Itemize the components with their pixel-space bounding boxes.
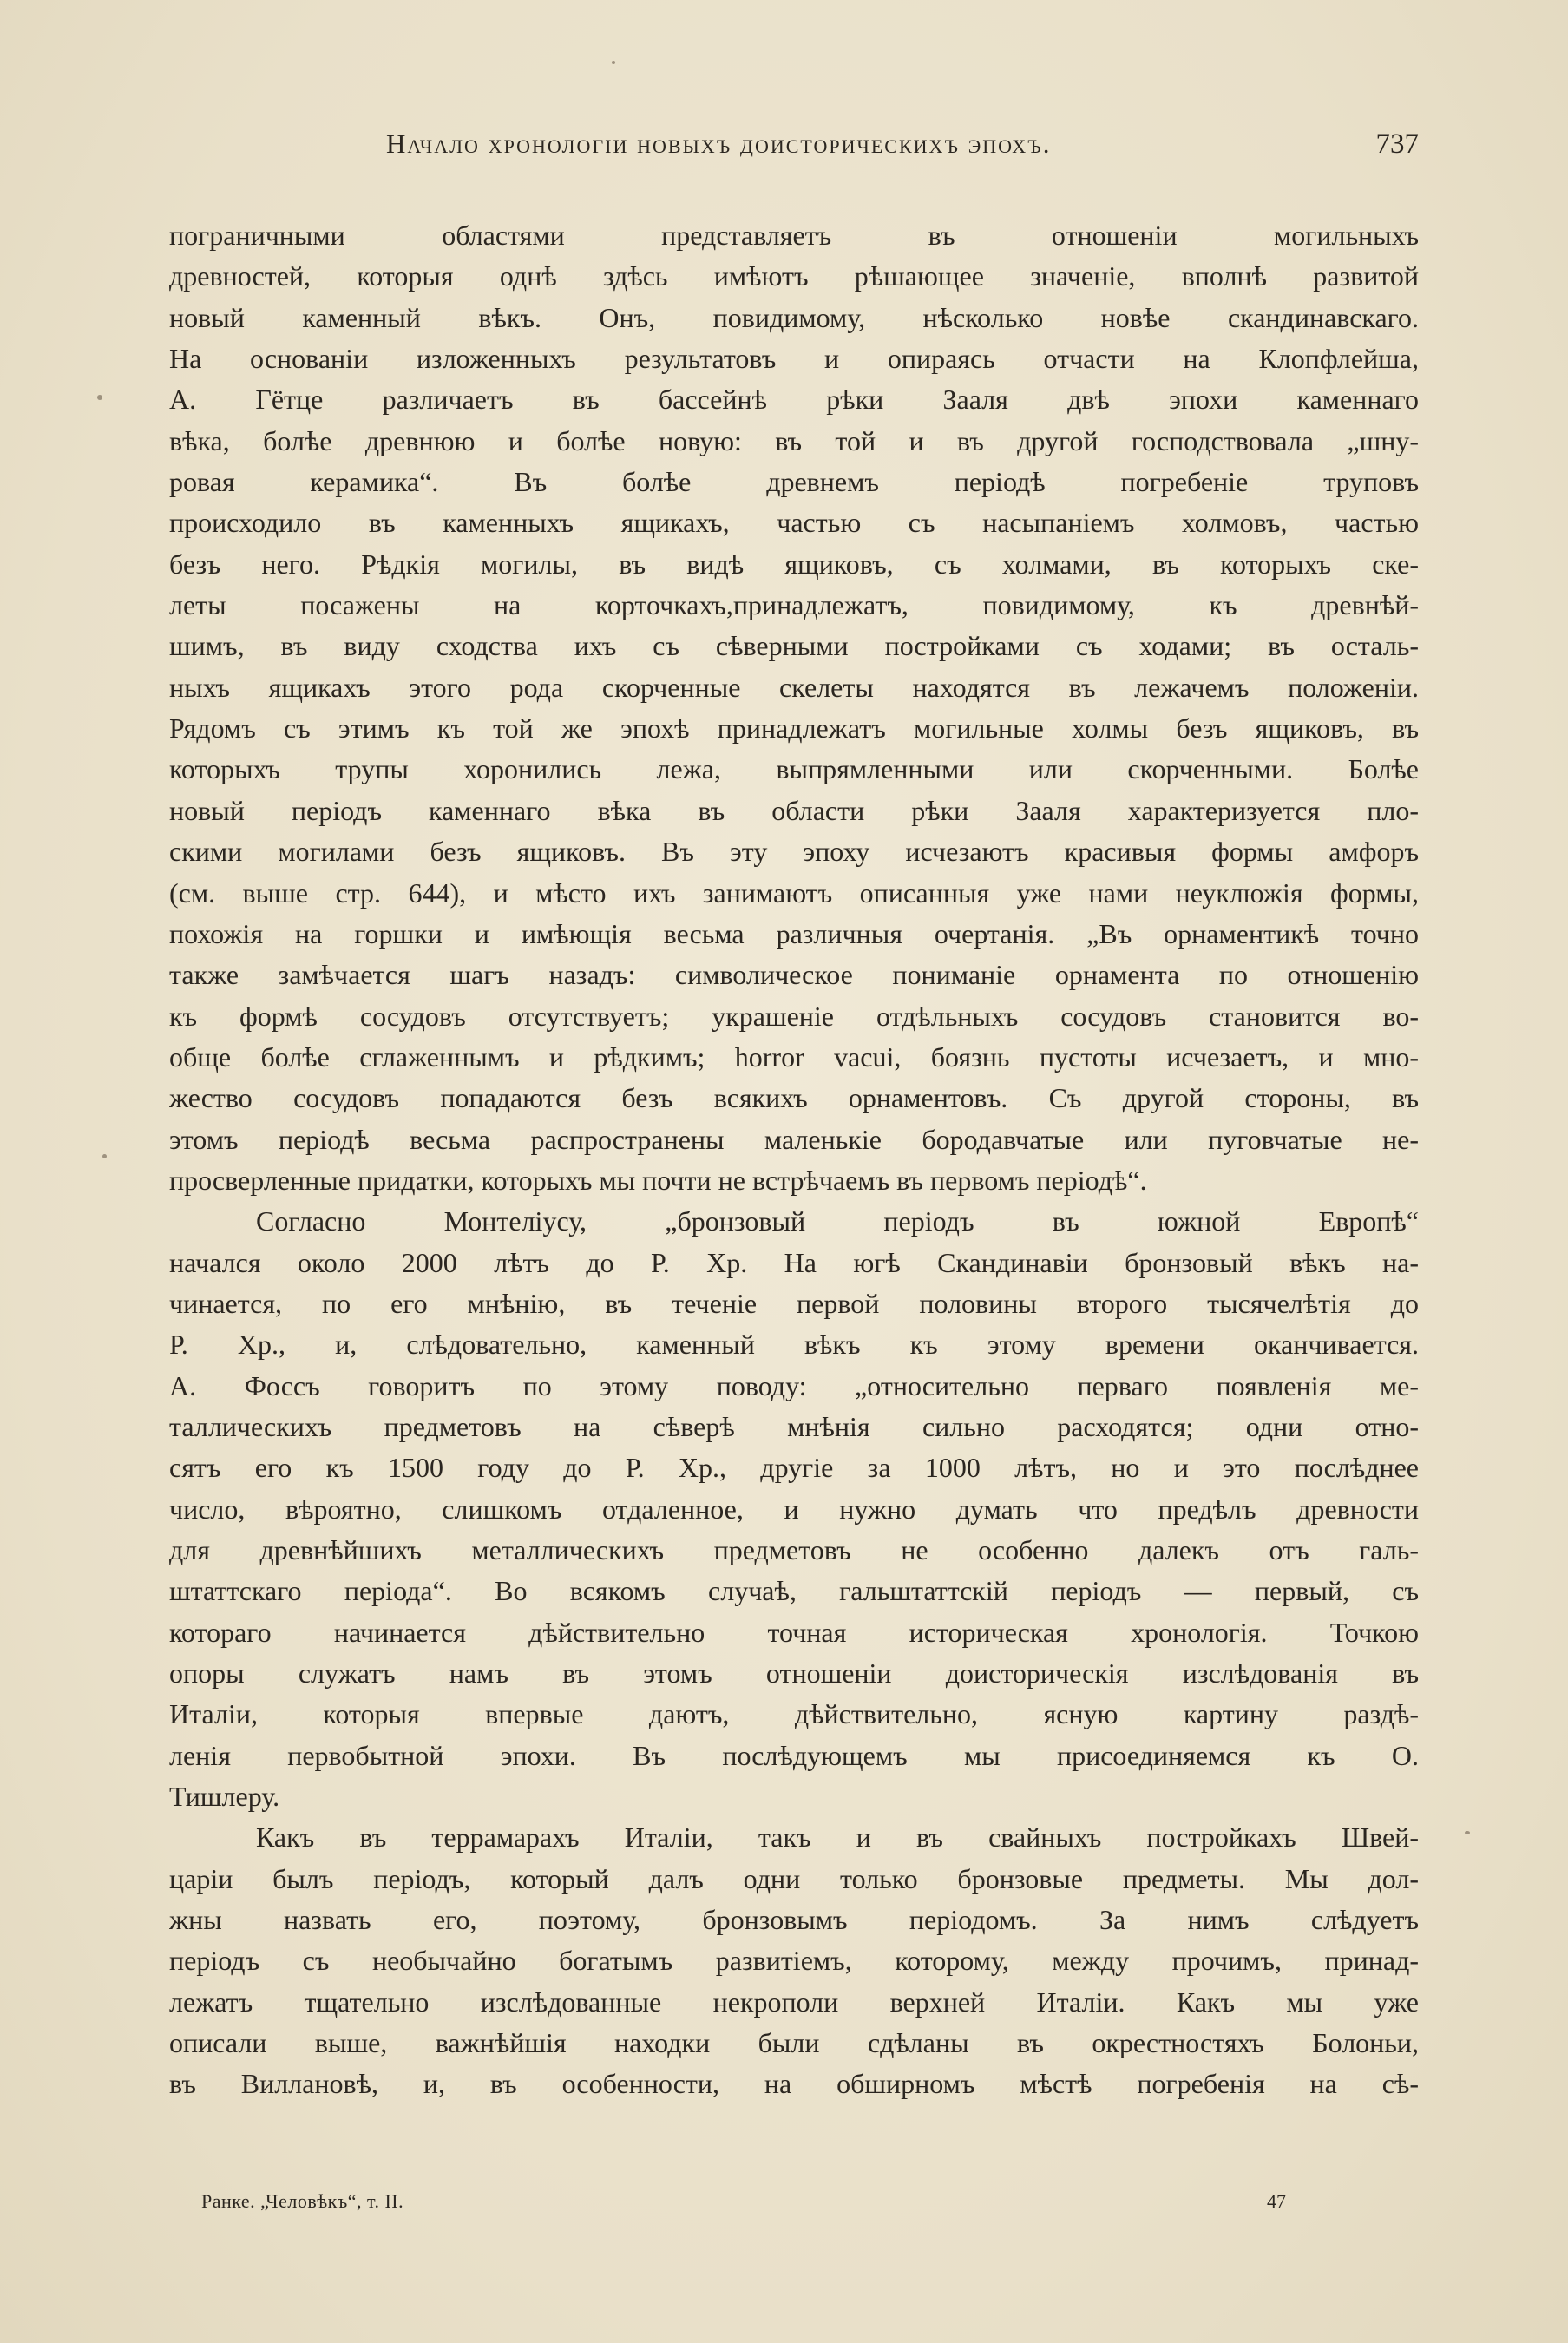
text-line: сятъ его къ 1500 году до Р. Хр., другіе за 1000 лѣтъ, но и это послѣднее [169,1452,1419,1484]
text-line: обще болѣе сглаженнымъ и рѣдкимъ; horror vacui, боязнь пустоты исчезаетъ, и мно- [169,1040,1419,1073]
text-line: ныхъ ящикахъ этого рода скорченные скелеты находятся въ лежачемъ положеніи. [169,671,1419,703]
paper-speck [97,395,102,400]
text-line: описали выше, важнѣйшія находки были сдѣланы въ окрестностяхъ Болоньи, [169,2027,1419,2059]
text-line: лежатъ тщательно изслѣдованные некрополи верхней Италіи. Какъ мы уже [169,1985,1419,2018]
text-line: котораго начинается дѣйствительно точная историческая хронологія. Точкою [169,1616,1419,1648]
printers-signature: Ранке. „Человѣкъ“, т. II. [201,2190,404,2212]
text-line: скими могилами безъ ящиковъ. Въ эту эпоху исчезаютъ красивыя формы амфоръ [169,836,1419,868]
text-line: число, вѣроятно, слишкомъ отдаленное, и нужно думать что предѣлъ древности [169,1493,1419,1525]
text-line: А. Гётце различаетъ въ бассейнѣ рѣки Зааля двѣ эпохи каменнаго [169,384,1419,416]
text-line: безъ него. Рѣдкія могилы, въ видѣ ящиковъ, съ холмами, въ которыхъ ске- [169,548,1419,580]
paragraph-start-line: Согласно Монтеліусу, „бронзовый періодъ въ южной Европѣ“ [256,1205,1419,1237]
text-line: штаттскаго періода“. Во всякомъ случаѣ, гальштаттскій періодъ — первый, съ [169,1575,1419,1607]
text-line: просверленные придатки, которыхъ мы почти не встрѣчаемъ въ первомъ періодѣ“. [169,1164,1147,1196]
text-line: новый періодъ каменнаго вѣка въ области рѣки Зааля характеризуется пло- [169,794,1419,826]
paper-speck [102,1154,107,1158]
text-line: въ Виллановѣ, и, въ особенности, на обширномъ мѣстѣ погребенія на сѣ- [169,2068,1419,2100]
text-line: также замѣчается шагъ назадъ: символическое пониманіе орнамента по отношенію [169,959,1419,991]
text-line: Италіи, которыя впервые даютъ, дѣйствительно, ясную картину раздѣ- [169,1698,1419,1730]
text-line: шимъ, въ виду сходства ихъ съ сѣверными постройками съ ходами; въ осталь- [169,630,1419,662]
paper-speck [612,61,615,64]
text-line: Рядомъ съ этимъ къ той же эпохѣ принадлежатъ могильные холмы безъ ящиковъ, въ [169,712,1419,745]
text-line: (см. выше стр. 644), и мѣсто ихъ занимаютъ описанныя уже нами неуклюжія формы, [169,876,1419,909]
text-line: ленія первобытной эпохи. Въ послѣдующемъ мы присоединяемся къ О. [169,1739,1419,1771]
sheet-number: 47 [1267,2190,1286,2212]
page-header [169,128,1419,172]
page-number: 737 [1375,128,1419,160]
text-line: жны назвать его, поэтому, бронзовымъ періодомъ. За нимъ слѣдуетъ [169,1904,1419,1936]
text-line: вѣка, болѣе древнюю и болѣе новую: въ той и въ другой господствовала „шну- [169,424,1419,456]
paragraph-start-line: Какъ въ террамарахъ Италіи, такъ и въ свайныхъ постройкахъ Швей- [256,1821,1419,1854]
text-line: ровая керамика“. Въ болѣе древнемъ періодѣ погребеніе труповъ [169,466,1419,498]
text-line: чинается, по его мнѣнію, въ теченіе первой половины второго тысячелѣтія до [169,1287,1419,1319]
text-line: происходило въ каменныхъ ящикахъ, частью съ насыпаніемъ холмовъ, частью [169,507,1419,539]
text-line: жество сосудовъ попадаются безъ всякихъ орнаментовъ. Съ другой стороны, въ [169,1082,1419,1114]
text-line: новый каменный вѣкъ. Онъ, повидимому, нѣсколько новѣе скандинавскаго. [169,301,1419,333]
text-line: таллическихъ предметовъ на сѣверѣ мнѣнія сильно расходятся; одни отно- [169,1410,1419,1442]
running-title: Начало хронологіи новыхъ доисторическихъ эпохъ. [386,128,1052,159]
text-line: которыхъ трупы хоронились лежа, выпрямленными или скорченными. Болѣе [169,753,1419,785]
paper-speck [1465,1831,1470,1834]
text-line: древностей, которыя однѣ здѣсь имѣютъ рѣшающее значеніе, вполнѣ развитой [169,260,1419,292]
text-line: къ формѣ сосудовъ отсутствуетъ; украшеніе отдѣльныхъ сосудовъ становится во- [169,1000,1419,1032]
text-line: начался около 2000 лѣтъ до Р. Хр. На югѣ Скандинавіи бронзовый вѣкъ на- [169,1246,1419,1278]
text-line: похожія на горшки и имѣющія весьма различныя очертанія. „Въ орнаментикѣ точно [169,917,1419,949]
text-line: А. Фоссъ говоритъ по этому поводу: „относительно перваго появленія ме- [169,1369,1419,1401]
body-text [169,215,1419,2105]
text-line: царіи былъ періодъ, который далъ одни только бронзовые предметы. Мы дол- [169,1862,1419,1894]
page-footer [201,2190,1286,2225]
text-line: Тишлеру. [169,1781,280,1813]
text-line: Р. Хр., и, слѣдовательно, каменный вѣкъ къ этому времени оканчивается. [169,1329,1419,1361]
text-line: для древнѣйшихъ металлическихъ предметовъ не особенно далекъ отъ галь- [169,1534,1419,1565]
text-line: періодъ съ необычайно богатымъ развитіемъ, которому, между прочимъ, принад- [169,1945,1419,1977]
text-line: этомъ періодѣ весьма распространены маленькіе бородавчатые или пуговчатые не- [169,1123,1419,1155]
text-line: На основаніи изложенныхъ результатовъ и опираясь отчасти на Клопфлейша, [169,343,1419,375]
text-line: опоры служатъ намъ въ этомъ отношеніи доисторическія изслѣдованія въ [169,1657,1419,1690]
text-line: пограничными областями представляетъ въ отношеніи могильныхъ [169,220,1419,251]
text-line: леты посажены на корточкахъ,принадлежатъ, повидимому, къ древнѣй- [169,589,1419,621]
